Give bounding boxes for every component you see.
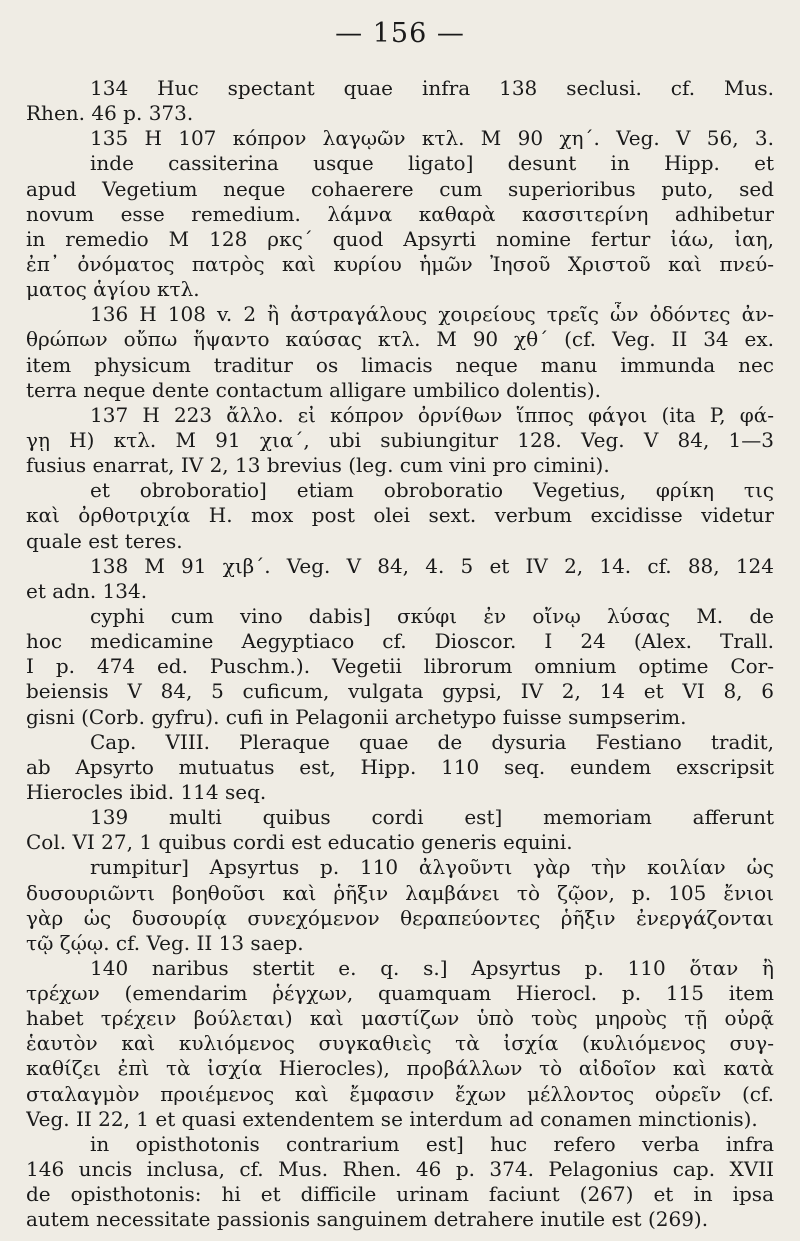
text-line: ματος ἁγίου κτλ. <box>26 277 200 302</box>
text-line: inde cassiterina usque ligato] desunt in Hipp. et <box>90 151 774 176</box>
text-line: et adn. 134. <box>26 578 148 603</box>
text-line: τῷ ζῴῳ. cf. Veg. II 13 saep. <box>26 930 304 955</box>
text-line: gisni (Corb. gyfru). cufi in Pelagonii archetypo fuisse sumpserim. <box>26 704 687 729</box>
text-line: terra neque dente contactum alligare umbilico dolentis). <box>26 377 601 402</box>
text-line: Hierocles ibid. 114 seq. <box>26 779 267 804</box>
text-line: καθίζει ἐπὶ τὰ ἰσχία Hierocles), προβάλλων τὸ αἰδοῖον καὶ κατὰ <box>26 1056 774 1081</box>
text-line: τρέχων (emendarim ῥέγχων, quamquam Hierocl. p. 115 item <box>26 981 774 1006</box>
text-line: Cap. VIII. Pleraque quae de dysuria Festiano tradit, <box>90 729 774 754</box>
text-line: σταλαγμὸν προιέμενος καὶ ἔμφασιν ἔχων μέλλοντος οὐρεῖν (cf. <box>26 1081 774 1106</box>
text-line: δυσουριῶντι βοηθοῦσι καὶ ῥῆξιν λαμβάνει τὸ ζῷον, p. 105 ἔνιοι <box>26 880 774 905</box>
text-line: hoc medicamine Aegyptiaco cf. Dioscor. I 24 (Alex. Trall. <box>26 629 774 654</box>
text-line: apud Vegetium neque cohaerere cum superioribus puto, sed <box>26 176 774 201</box>
text-line: 140 naribus stertit e. q. s.] Apsyrtus p. 110 ὅταν ἢ <box>90 955 774 980</box>
text-line: autem necessitate passionis sanguinem detrahere inutile est (269). <box>26 1207 709 1232</box>
text-line: 136 H 108 v. 2 ἢ ἀστραγάλους χοιρείους τρεῖς ὧν ὀδόντες ἀν- <box>90 302 774 327</box>
page-number: — 156 — <box>335 18 465 49</box>
text-line: item physicum traditur os limacis neque manu immunda nec <box>26 352 774 377</box>
text-line: γὰρ ὡς δυσουρίᾳ συνεχόμενον θεραπεύοντες ῥῆξιν ἐνεργάζονται <box>26 905 774 930</box>
text-line: novum esse remedium. λάμνα καθαρὰ κασσιτερίνη adhibetur <box>26 201 774 226</box>
text-line: cyphi cum vino dabis] σκύφι ἐν οἴνῳ λύσας M. de <box>90 603 774 628</box>
text-line: θρώπων οὔπω ἥψαντο καύσας κτλ. M 90 χθ΄ (cf. Veg. II 34 ex. <box>26 327 774 352</box>
text-line: 134 Huc spectant quae infra 138 seclusi. cf. Mus. <box>90 76 774 100</box>
text-line: et obroboratio] etiam obroboratio Vegetius, φρίκη τις <box>90 478 774 503</box>
text-line: de opisthotonis: hi et difficile urinam faciunt (267) et in ipsa <box>26 1182 774 1207</box>
text-line: quale est teres. <box>26 528 183 553</box>
text-line: fusius enarrat, IV 2, 13 brevius (leg. cum vini pro cimini). <box>26 453 610 478</box>
text-line: 137 H 223 ἄλλο. εἰ κόπρον ὀρνίθων ἵππος φάγοι (ita P, φά- <box>90 402 774 427</box>
text-line: γῃ H) κτλ. M 91 χια΄, ubi subiungitur 128. Veg. V 84, 1—3 <box>26 427 774 452</box>
text-line: habet τρέχειν βούλεται) καὶ μαστίζων ὑπὸ τοὺς μηροὺς τῇ οὐρᾷ <box>26 1006 774 1031</box>
text-line: in remedio M 128 ρκς΄ quod Apsyrti nomine fertur ἰάω, ἰαη, <box>26 226 774 251</box>
text-line: καὶ ὀρθοτριχία H. mox post olei sext. verbum excidisse videtur <box>26 503 774 528</box>
text-line: I p. 474 ed. Puschm.). Vegetii librorum omnium optime Cor- <box>26 654 774 679</box>
text-line: in opisthotonis contrarium est] huc refero verba infra <box>90 1131 774 1156</box>
text-line: beiensis V 84, 5 cuficum, vulgata gypsi, IV 2, 14 et VI 8, 6 <box>26 679 774 704</box>
text-line: ab Apsyrto mutuatus est, Hipp. 110 seq. eundem exscripsit <box>26 754 774 779</box>
text-line: Veg. II 22, 1 et quasi extendentem se interdum ad conamen minctionis). <box>26 1106 758 1131</box>
text-line: ἐπ᾽ ὀνόματος πατρὸς καὶ κυρίου ἡμῶν Ἰησοῦ Χριστοῦ καὶ πνεύ- <box>26 251 774 276</box>
text-line: ἑαυτὸν καὶ κυλιόμενος συγκαθιεὶς τὰ ἰσχία (κυλιόμενος συγ- <box>26 1031 774 1056</box>
text-line: 139 multi quibus cordi est] memoriam afferunt <box>90 805 774 830</box>
text-line: 146 uncis inclusa, cf. Mus. Rhen. 46 p. 374. Pelagonius cap. XVII <box>26 1157 774 1182</box>
text-line: 138 M 91 χιβ΄. Veg. V 84, 4. 5 et IV 2, 14. cf. 88, 124 <box>90 553 774 578</box>
text-line: Col. VI 27, 1 quibus cordi est educatio generis equini. <box>26 830 573 855</box>
text-line: rumpitur] Apsyrtus p. 110 ἀλγοῦντι γὰρ τὴν κοιλίαν ὡς <box>90 855 774 880</box>
text-line: 135 H 107 κόπρον λαγῳῶν κτλ. M 90 χη΄. Veg. V 56, 3. <box>90 126 774 151</box>
commentary-body <box>26 76 774 1232</box>
text-line: Rhen. 46 p. 373. <box>26 101 194 126</box>
